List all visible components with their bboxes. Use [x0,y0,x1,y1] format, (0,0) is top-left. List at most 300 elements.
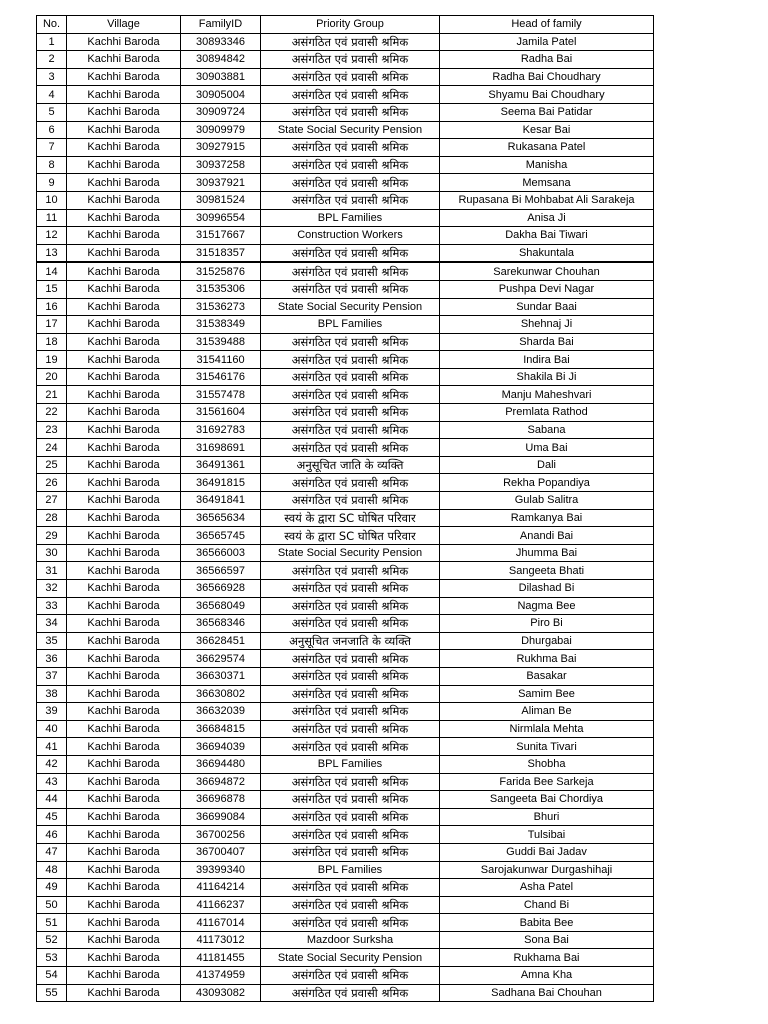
header-row [37,16,654,34]
cell-family-id: 30937921 [181,174,261,192]
cell-head-of-family: Pushpa Devi Nagar [440,280,654,298]
cell-family-id: 36700407 [181,843,261,861]
table-row [37,597,654,615]
cell-priority-group: State Social Security Pension [261,298,440,316]
cell-priority-group: असंगठित एवं प्रवासी श्रमिक [261,404,440,422]
cell-family-id: 31538349 [181,316,261,334]
cell-village: Kachhi Baroda [67,351,181,369]
table-row [37,298,654,316]
cell-no: 32 [37,580,67,598]
cell-family-id: 36628451 [181,632,261,650]
table-row [37,967,654,985]
cell-head-of-family: Amna Kha [440,967,654,985]
cell-family-id: 36699084 [181,808,261,826]
cell-no: 45 [37,808,67,826]
cell-head-of-family: Sundar Baai [440,298,654,316]
cell-priority-group: BPL Families [261,755,440,773]
cell-priority-group: असंगठित एवं प्रवासी श्रमिक [261,615,440,633]
cell-family-id: 30905004 [181,86,261,104]
cell-priority-group: असंगठित एवं प्रवासी श्रमिक [261,650,440,668]
cell-family-id: 36696878 [181,791,261,809]
cell-priority-group: असंगठित एवं प्रवासी श्रमिक [261,720,440,738]
cell-no: 24 [37,439,67,457]
cell-village: Kachhi Baroda [67,861,181,879]
cell-head-of-family: Jhumma Bai [440,544,654,562]
cell-head-of-family: Anandi Bai [440,527,654,545]
cell-village: Kachhi Baroda [67,914,181,932]
cell-village: Kachhi Baroda [67,262,181,280]
table-row [37,121,654,139]
cell-no: 8 [37,156,67,174]
cell-village: Kachhi Baroda [67,156,181,174]
cell-priority-group: स्वयं के द्वारा SC घोषित परिवार [261,509,440,527]
cell-no: 20 [37,368,67,386]
table-row [37,103,654,121]
cell-no: 33 [37,597,67,615]
cell-village: Kachhi Baroda [67,509,181,527]
cell-head-of-family: Premlata Rathod [440,404,654,422]
cell-priority-group: BPL Families [261,316,440,334]
cell-village: Kachhi Baroda [67,791,181,809]
cell-no: 54 [37,967,67,985]
cell-village: Kachhi Baroda [67,280,181,298]
cell-family-id: 30909979 [181,121,261,139]
cell-village: Kachhi Baroda [67,492,181,510]
table-row [37,843,654,861]
cell-village: Kachhi Baroda [67,755,181,773]
cell-family-id: 31525876 [181,262,261,280]
table-row [37,879,654,897]
cell-head-of-family: Basakar [440,667,654,685]
cell-village: Kachhi Baroda [67,368,181,386]
cell-priority-group: असंगठित एवं प्रवासी श्रमिक [261,597,440,615]
cell-village: Kachhi Baroda [67,33,181,51]
table-row [37,404,654,422]
cell-no: 5 [37,103,67,121]
cell-no: 19 [37,351,67,369]
cell-no: 9 [37,174,67,192]
cell-village: Kachhi Baroda [67,597,181,615]
cell-no: 1 [37,33,67,51]
cell-head-of-family: Guddi Bai Jadav [440,843,654,861]
cell-family-id: 41374959 [181,967,261,985]
cell-no: 10 [37,191,67,209]
cell-head-of-family: Anisa Ji [440,209,654,227]
cell-no: 55 [37,984,67,1002]
cell-family-id: 31546176 [181,368,261,386]
cell-head-of-family: Shakuntala [440,244,654,262]
cell-priority-group: असंगठित एवं प्रवासी श्रमिक [261,351,440,369]
cell-head-of-family: Sunita Tivari [440,738,654,756]
table-row [37,650,654,668]
cell-head-of-family: Nagma Bee [440,597,654,615]
cell-head-of-family: Memsana [440,174,654,192]
cell-village: Kachhi Baroda [67,121,181,139]
cell-head-of-family: Seema Bai Patidar [440,103,654,121]
table-row [37,386,654,404]
cell-village: Kachhi Baroda [67,879,181,897]
cell-head-of-family: Shakila Bi Ji [440,368,654,386]
table-row [37,456,654,474]
cell-family-id: 36568049 [181,597,261,615]
cell-priority-group: असंगठित एवं प्रवासी श्रमिक [261,967,440,985]
table-row [37,51,654,69]
cell-head-of-family: Shobha [440,755,654,773]
cell-family-id: 36491361 [181,456,261,474]
cell-family-id: 31541160 [181,351,261,369]
cell-head-of-family: Rukhma Bai [440,650,654,668]
cell-priority-group: असंगठित एवं प्रवासी श्रमिक [261,580,440,598]
table-row [37,227,654,245]
cell-family-id: 36566597 [181,562,261,580]
cell-priority-group: असंगठित एवं प्रवासी श्रमिक [261,68,440,86]
cell-priority-group: असंगठित एवं प्रवासी श्रमिक [261,667,440,685]
cell-village: Kachhi Baroda [67,174,181,192]
cell-village: Kachhi Baroda [67,298,181,316]
cell-village: Kachhi Baroda [67,984,181,1002]
cell-no: 16 [37,298,67,316]
cell-village: Kachhi Baroda [67,68,181,86]
cell-priority-group: अनुसूचित जाति के व्यक्ति [261,456,440,474]
cell-village: Kachhi Baroda [67,685,181,703]
cell-head-of-family: Dilashad Bi [440,580,654,598]
cell-no: 25 [37,456,67,474]
cell-head-of-family: Shyamu Bai Choudhary [440,86,654,104]
table-row [37,333,654,351]
cell-village: Kachhi Baroda [67,456,181,474]
cell-head-of-family: Manju Maheshvari [440,386,654,404]
cell-family-id: 36632039 [181,703,261,721]
cell-priority-group: असंगठित एवं प्रवासी श्रमिक [261,738,440,756]
cell-family-id: 36630802 [181,685,261,703]
cell-no: 50 [37,896,67,914]
cell-priority-group: असंगठित एवं प्रवासी श्रमिक [261,156,440,174]
cell-family-id: 41167014 [181,914,261,932]
cell-priority-group: असंगठित एवं प्रवासी श्रमिक [261,280,440,298]
cell-priority-group: असंगठित एवं प्रवासी श्रमिक [261,368,440,386]
table-row [37,826,654,844]
cell-priority-group: असंगठित एवं प्रवासी श्रमिक [261,843,440,861]
cell-family-id: 36566928 [181,580,261,598]
cell-family-id: 30996554 [181,209,261,227]
cell-family-id: 36694039 [181,738,261,756]
cell-priority-group: असंगठित एवं प्रवासी श्रमिक [261,474,440,492]
cell-head-of-family: Indira Bai [440,351,654,369]
cell-no: 4 [37,86,67,104]
cell-village: Kachhi Baroda [67,615,181,633]
cell-no: 7 [37,139,67,157]
cell-head-of-family: Rukasana Patel [440,139,654,157]
cell-village: Kachhi Baroda [67,527,181,545]
table-row [37,791,654,809]
cell-village: Kachhi Baroda [67,103,181,121]
cell-village: Kachhi Baroda [67,86,181,104]
cell-no: 14 [37,262,67,280]
cell-no: 40 [37,720,67,738]
header-priority-group: Priority Group [261,16,440,34]
cell-family-id: 30894842 [181,51,261,69]
cell-village: Kachhi Baroda [67,474,181,492]
cell-no: 31 [37,562,67,580]
table-row [37,474,654,492]
cell-family-id: 31692783 [181,421,261,439]
cell-family-id: 36491815 [181,474,261,492]
cell-priority-group: असंगठित एवं प्रवासी श्रमिक [261,984,440,1002]
table-row [37,351,654,369]
cell-family-id: 39399340 [181,861,261,879]
cell-priority-group: असंगठित एवं प्रवासी श्रमिक [261,421,440,439]
cell-head-of-family: Jamila Patel [440,33,654,51]
table-row [37,703,654,721]
table-row [37,262,654,280]
cell-family-id: 36566003 [181,544,261,562]
cell-no: 43 [37,773,67,791]
cell-no: 26 [37,474,67,492]
cell-family-id: 36629574 [181,650,261,668]
cell-village: Kachhi Baroda [67,421,181,439]
cell-head-of-family: Tulsibai [440,826,654,844]
table-row [37,244,654,262]
cell-no: 46 [37,826,67,844]
cell-head-of-family: Shehnaj Ji [440,316,654,334]
cell-family-id: 31557478 [181,386,261,404]
cell-family-id: 41173012 [181,931,261,949]
cell-family-id: 30981524 [181,191,261,209]
cell-priority-group: असंगठित एवं प्रवासी श्रमिक [261,773,440,791]
cell-priority-group: असंगठित एवं प्रवासी श्रमिक [261,51,440,69]
cell-head-of-family: Samim Bee [440,685,654,703]
table-row [37,738,654,756]
cell-priority-group: असंगठित एवं प्रवासी श्रमिक [261,86,440,104]
table-header [37,16,654,34]
cell-village: Kachhi Baroda [67,333,181,351]
cell-village: Kachhi Baroda [67,439,181,457]
table-row [37,280,654,298]
cell-priority-group: असंगठित एवं प्रवासी श्रमिक [261,103,440,121]
header-village: Village [67,16,181,34]
cell-head-of-family: Gulab Salitra [440,492,654,510]
cell-no: 23 [37,421,67,439]
cell-family-id: 36694480 [181,755,261,773]
cell-head-of-family: Dali [440,456,654,474]
cell-priority-group: State Social Security Pension [261,121,440,139]
table-row [37,773,654,791]
table-row [37,861,654,879]
header-head-of-family: Head of family [440,16,654,34]
cell-priority-group: असंगठित एवं प्रवासी श्रमिक [261,808,440,826]
cell-family-id: 41166237 [181,896,261,914]
table-body [37,33,654,1002]
cell-village: Kachhi Baroda [67,738,181,756]
cell-priority-group: असंगठित एवं प्रवासी श्रमिक [261,896,440,914]
cell-no: 51 [37,914,67,932]
table-row [37,527,654,545]
cell-village: Kachhi Baroda [67,773,181,791]
cell-no: 42 [37,755,67,773]
cell-priority-group: Mazdoor Surksha [261,931,440,949]
cell-priority-group: असंगठित एवं प्रवासी श्रमिक [261,333,440,351]
cell-head-of-family: Radha Bai Choudhary [440,68,654,86]
cell-no: 47 [37,843,67,861]
cell-head-of-family: Farida Bee Sarkeja [440,773,654,791]
cell-priority-group: असंगठित एवं प्रवासी श्रमिक [261,262,440,280]
cell-head-of-family: Radha Bai [440,51,654,69]
cell-priority-group: असंगठित एवं प्रवासी श्रमिक [261,826,440,844]
cell-no: 28 [37,509,67,527]
cell-village: Kachhi Baroda [67,244,181,262]
cell-family-id: 31535306 [181,280,261,298]
header-family-id: FamilyID [181,16,261,34]
cell-family-id: 30937258 [181,156,261,174]
table-row [37,914,654,932]
cell-village: Kachhi Baroda [67,544,181,562]
cell-no: 38 [37,685,67,703]
table-row [37,68,654,86]
cell-head-of-family: Asha Patel [440,879,654,897]
cell-no: 13 [37,244,67,262]
cell-head-of-family: Aliman Be [440,703,654,721]
table-row [37,316,654,334]
cell-head-of-family: Sadhana Bai Chouhan [440,984,654,1002]
cell-village: Kachhi Baroda [67,562,181,580]
table-row [37,439,654,457]
cell-village: Kachhi Baroda [67,191,181,209]
table-row [37,949,654,967]
table-row [37,685,654,703]
cell-family-id: 30893346 [181,33,261,51]
cell-priority-group: असंगठित एवं प्रवासी श्रमिक [261,386,440,404]
cell-family-id: 36700256 [181,826,261,844]
table-row [37,667,654,685]
cell-priority-group: State Social Security Pension [261,544,440,562]
cell-village: Kachhi Baroda [67,209,181,227]
cell-head-of-family: Sangeeta Bai Chordiya [440,791,654,809]
table-row [37,209,654,227]
table-row [37,368,654,386]
table-row [37,615,654,633]
cell-head-of-family: Sarekunwar Chouhan [440,262,654,280]
cell-no: 15 [37,280,67,298]
cell-no: 27 [37,492,67,510]
cell-village: Kachhi Baroda [67,703,181,721]
cell-village: Kachhi Baroda [67,967,181,985]
cell-village: Kachhi Baroda [67,667,181,685]
cell-no: 53 [37,949,67,967]
cell-head-of-family: Sabana [440,421,654,439]
cell-head-of-family: Rukhama Bai [440,949,654,967]
cell-no: 11 [37,209,67,227]
cell-family-id: 30903881 [181,68,261,86]
table-row [37,755,654,773]
cell-village: Kachhi Baroda [67,843,181,861]
cell-family-id: 41164214 [181,879,261,897]
cell-family-id: 30909724 [181,103,261,121]
cell-family-id: 43093082 [181,984,261,1002]
cell-no: 17 [37,316,67,334]
cell-priority-group: BPL Families [261,861,440,879]
cell-priority-group: असंगठित एवं प्रवासी श्रमिक [261,791,440,809]
cell-family-id: 30927915 [181,139,261,157]
cell-no: 18 [37,333,67,351]
cell-priority-group: BPL Families [261,209,440,227]
cell-head-of-family: Nirmlala Mehta [440,720,654,738]
cell-no: 36 [37,650,67,668]
cell-village: Kachhi Baroda [67,386,181,404]
table-row [37,156,654,174]
cell-no: 22 [37,404,67,422]
table-row [37,421,654,439]
cell-priority-group: असंगठित एवं प्रवासी श्रमिक [261,439,440,457]
cell-village: Kachhi Baroda [67,949,181,967]
table-row [37,984,654,1002]
cell-head-of-family: Sangeeta Bhati [440,562,654,580]
cell-no: 48 [37,861,67,879]
cell-no: 2 [37,51,67,69]
cell-priority-group: असंगठित एवं प्रवासी श्रमिक [261,139,440,157]
table-row [37,86,654,104]
cell-no: 3 [37,68,67,86]
cell-head-of-family: Uma Bai [440,439,654,457]
cell-village: Kachhi Baroda [67,826,181,844]
cell-village: Kachhi Baroda [67,650,181,668]
cell-head-of-family: Kesar Bai [440,121,654,139]
cell-no: 6 [37,121,67,139]
cell-head-of-family: Chand Bi [440,896,654,914]
cell-village: Kachhi Baroda [67,51,181,69]
cell-priority-group: स्वयं के द्वारा SC घोषित परिवार [261,527,440,545]
cell-village: Kachhi Baroda [67,404,181,422]
cell-priority-group: Construction Workers [261,227,440,245]
cell-head-of-family: Manisha [440,156,654,174]
cell-priority-group: असंगठित एवं प्रवासी श्रमिक [261,244,440,262]
cell-priority-group: असंगठित एवं प्रवासी श्रमिक [261,914,440,932]
cell-family-id: 31518357 [181,244,261,262]
table-row [37,580,654,598]
cell-family-id: 36684815 [181,720,261,738]
cell-village: Kachhi Baroda [67,632,181,650]
cell-no: 49 [37,879,67,897]
cell-no: 30 [37,544,67,562]
cell-head-of-family: Babita Bee [440,914,654,932]
cell-head-of-family: Rekha Popandiya [440,474,654,492]
cell-head-of-family: Dhurgabai [440,632,654,650]
cell-no: 35 [37,632,67,650]
table-row [37,544,654,562]
cell-priority-group: असंगठित एवं प्रवासी श्रमिक [261,492,440,510]
cell-head-of-family: Ramkanya Bai [440,509,654,527]
cell-village: Kachhi Baroda [67,720,181,738]
cell-family-id: 31536273 [181,298,261,316]
cell-priority-group: State Social Security Pension [261,949,440,967]
cell-priority-group: असंगठित एवं प्रवासी श्रमिक [261,174,440,192]
table-row [37,808,654,826]
cell-head-of-family: Piro Bi [440,615,654,633]
cell-head-of-family: Rupasana Bi Mohbabat Ali Sarakeja [440,191,654,209]
cell-village: Kachhi Baroda [67,316,181,334]
cell-head-of-family: Sarojakunwar Durgashihaji [440,861,654,879]
table-row [37,632,654,650]
header-no: No. [37,16,67,34]
cell-no: 12 [37,227,67,245]
cell-village: Kachhi Baroda [67,580,181,598]
table-row [37,720,654,738]
cell-priority-group: असंगठित एवं प्रवासी श्रमिक [261,562,440,580]
table-row [37,931,654,949]
cell-head-of-family: Bhuri [440,808,654,826]
table-row [37,896,654,914]
family-table [36,15,654,1002]
cell-priority-group: अनुसूचित जनजाति के व्यक्ति [261,632,440,650]
